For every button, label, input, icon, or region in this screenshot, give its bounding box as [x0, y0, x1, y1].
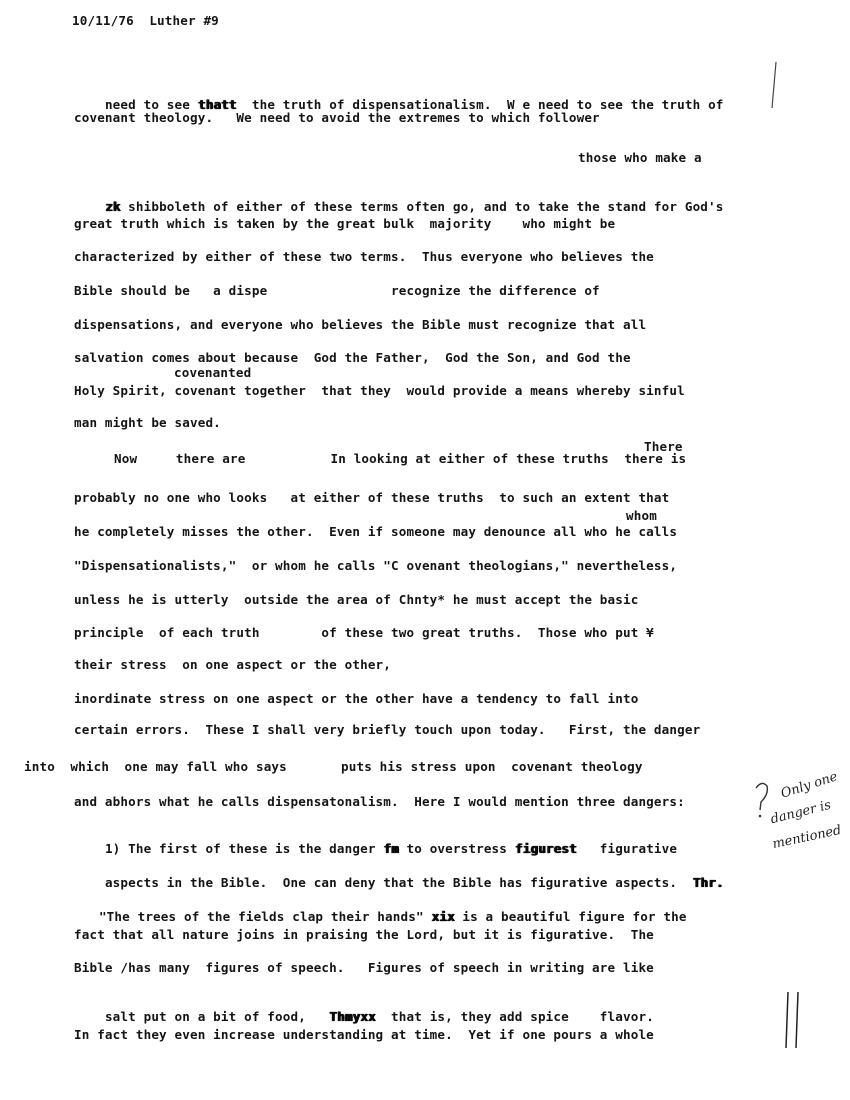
text-line-22: and abhors what he calls dispensatonalism. Here I would mention three dangers: — [74, 794, 685, 809]
text-line-13: probably no one who looks at either of these truths to such an extent that — [74, 490, 670, 505]
text-line-18: their stress on one aspect or the other, — [74, 657, 392, 672]
text-line-17: principle of each truth of these two great truths. Those who put ¥ — [74, 625, 654, 640]
interlinear-insert: There — [644, 439, 683, 454]
text-segment: need to see — [104, 97, 198, 112]
margin-stroke-top — [768, 60, 780, 110]
text-line-09: salvation comes about because God the Father, God the Son, and God the — [74, 350, 631, 365]
text-line-08: dispensations, and everyone who believes the Bible must recognize that all — [74, 317, 647, 332]
text-line-26: fact that all nature joins in praising the Lord, but it is figurative. The — [74, 927, 654, 942]
text-line-06: characterized by either of these two terms. Thus everyone who believes the — [74, 249, 654, 264]
text-line-15: "Dispensationalists," or whom he calls "C ovenant theologians," nevertheless, — [74, 558, 678, 573]
struck-word: figurest — [514, 841, 577, 856]
margin-double-bar — [782, 990, 806, 1050]
text-segment: 1) The first of these is the danger — [104, 841, 384, 856]
interlinear-insert: covenanted — [174, 365, 252, 380]
text-line-14: he completely misses the other. Even if someone may denounce all who he calls — [74, 524, 678, 539]
struck-word: Thmyxx — [329, 1009, 376, 1024]
text-line-21: into which one may fall who says puts his stress upon covenant theology — [24, 759, 643, 774]
text-segment: salt put on a bit of food, — [104, 1009, 330, 1024]
text-segment: shibboleth of either of these terms often go, and to take the stand for God's — [120, 199, 724, 214]
struck-word: thatt — [197, 97, 237, 112]
margin-note-line3: mentioned — [771, 822, 843, 853]
struck-word: zk — [104, 199, 121, 214]
text-line-20: certain errors. These I shall very briefly touch upon today. First, the danger — [74, 722, 701, 737]
text-segment: that is, they add spice flavor. — [375, 1009, 654, 1024]
text-segment: figurative — [576, 841, 678, 856]
text-line-11: man might be saved. — [74, 415, 221, 430]
text-line-02: covenant theology. We need to avoid the extremes to which follower — [74, 110, 600, 125]
text-line-29: In fact they even increase understanding at time. Yet if one pours a whole — [74, 1027, 654, 1042]
margin-note-line2: danger is — [769, 797, 833, 828]
text-segment: to overstress — [398, 841, 515, 856]
text-line-16: unless he is utterly outside the area of Chnty* he must accept the basic — [74, 592, 639, 607]
text-line-12: Now there are In looking at either of these truths there is — [114, 451, 687, 466]
text-line-03: those who make a — [578, 150, 702, 165]
text-segment: "The trees of the fields clap their hands" — [98, 909, 432, 924]
struck-word: xix — [431, 909, 455, 924]
struck-word: fm — [383, 841, 399, 856]
text-segment: the truth of dispensationalism. W e need to see the truth of — [236, 97, 724, 112]
text-segment: is a beautiful figure for the — [454, 909, 687, 924]
text-segment: aspects in the Bible. One can deny that the Bible has figurative aspects. — [104, 875, 693, 890]
text-line-07: Bible should be a dispe recognize the difference of — [74, 283, 600, 298]
text-line-19: inordinate stress on one aspect or the other have a tendency to fall into — [74, 691, 639, 706]
text-line-10: Holy Spirit, covenant together that they would provide a means whereby sinful — [74, 383, 685, 398]
page-header: 10/11/76 Luther #9 — [72, 13, 219, 28]
struck-word: Thr. — [692, 875, 724, 890]
interlinear-insert: whom — [626, 508, 657, 523]
text-line-27: Bible /has many figures of speech. Figures of speech in writing are like — [74, 960, 654, 975]
text-line-05: great truth which is taken by the great bulk majority who might be — [74, 216, 616, 231]
margin-note-line1: Only one — [779, 769, 840, 802]
